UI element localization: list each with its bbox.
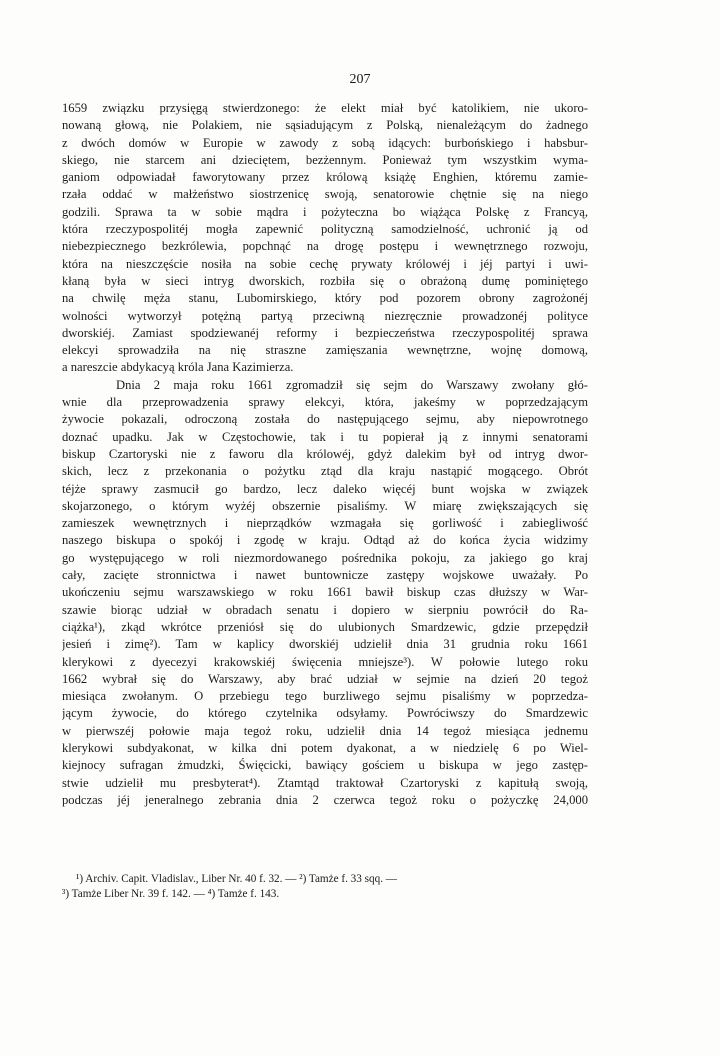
text-line: doznać upadku. Jak w Częstochowie, tak i tu popierał ją z innymi senatorami bbox=[62, 429, 588, 444]
text-line: stwie udzielił mu presbyterat⁴). Ztamtąd traktował Czartoryski z kapitułą swoją, bbox=[62, 775, 588, 790]
text-line: ciążka¹), zkąd wkrótce przeniósł się do ulubionych Smardzewic, gdzie przepędził bbox=[62, 619, 588, 634]
footnote-line: ³) Tamże Liber Nr. 39 f. 142. — ⁴) Tamże f. 143. bbox=[62, 888, 280, 900]
text-line: żywocie pokazali, odroczoną została do następującego sejmu, aby niepowrotnego bbox=[62, 412, 588, 427]
page-number: 207 bbox=[349, 72, 371, 87]
text-line: cały, zacięte stronnictwa i nawet buntownicze zastępy wojskowe uważały. Po bbox=[62, 568, 588, 583]
body-text bbox=[62, 100, 588, 809]
text-line: 1662 wybrał się do Warszawy, aby brać udział w sejmie na dzień 20 tegoż bbox=[62, 671, 588, 686]
text-line: kiejnocy sufragan żmudzki, Święcicki, bawiący gościem u biskupa w jego zastęp- bbox=[62, 758, 588, 773]
text-line: kłaną była w sieci intryg dworskich, rozbiła się o obrażoną dumę pominiętego bbox=[62, 273, 588, 288]
text-line: biskup Czartoryski nie z faworu dla królowéj, gdyż dalekim był od intryg dwor- bbox=[62, 446, 588, 461]
text-line: podczas jéj jeneralnego zebrania dnia 2 czerwca tegoż roku o pożyczkę 24,000 bbox=[62, 792, 588, 807]
text-line: na chwilę męża stanu, Lubomirskiego, który pod pozorem obrony zagrożonéj bbox=[62, 291, 588, 306]
text-line: wnie dla przeprowadzenia sprawy elekcyi, która, jakeśmy w poprzedzającym bbox=[62, 395, 588, 410]
text-line: naszego biskupa o spokój i zgodę w kraju. Odtąd aż do końca życia widzimy bbox=[62, 533, 588, 548]
text-line: jącym żywocie, do którego czytelnika odsyłamy. Powróciwszy do Smardzewic bbox=[62, 706, 588, 721]
footnote-line: ¹) Archiv. Capit. Vladislav., Liber Nr. 40 f. 32. — ²) Tamże f. 33 sqq. — bbox=[76, 873, 397, 885]
text-line: w pierwszéj połowie maja tegoż roku, udzielił dnia 14 tegoż miesiąca jednemu bbox=[62, 723, 588, 738]
text-line: klerykowi subdyakonat, w kilka dni potem dyakonat, a w niedzielę 6 po Wiel- bbox=[62, 740, 588, 755]
text-line: rzała oddać w małżeństwo siostrzenicę swoją, senatorowie chętnie się na niego bbox=[62, 187, 588, 202]
text-line: wolności wytworzył potężną partyą przeciwną niezręcznie prowadzonéj polityce bbox=[62, 308, 588, 323]
text-line: a nareszcie abdykacyą króla Jana Kazimierza. bbox=[62, 360, 294, 375]
text-line: niebezpiecznego bezkrólewia, popchnąć na drogę postępu i wewnętrznego rozwoju, bbox=[62, 239, 588, 254]
text-line: dworskiéj. Zamiast spodziewanéj reformy i bezpieczeństwa rzeczypospolitéj sprawa bbox=[62, 325, 588, 340]
text-line: go występującego w roli niezmordowanego pośrednika pokoju, za jakiego go kraj bbox=[62, 550, 588, 565]
text-line: skojarzonego, o którym wyżéj obszernie pisaliśmy. W miarę zwiększających się bbox=[62, 498, 588, 513]
text-line: 1659 związku przysięgą stwierdzonego: że elekt miał być katolikiem, nie ukoro- bbox=[62, 101, 588, 115]
text-line: skich, lecz z przekonania o pożytku ztąd dla kraju nastąpić mogącego. Obrót bbox=[62, 464, 588, 479]
text-line: która na nieszczęście nosiła na sobie cechę prywaty królowéj i jéj partyi i uwi- bbox=[62, 256, 588, 271]
text-line: która rzeczypospolitéj mogła zapewnić polityczną samodzielność, uchronić ją od bbox=[62, 222, 588, 237]
text-line: miesiąca zwołanym. O przebiegu tego burzliwego sejmu pisaliśmy w poprzedza- bbox=[62, 689, 588, 704]
text-line: ukończeniu sejmu warszawskiego w roku 1661 bawił biskup czas dłuższy w War- bbox=[62, 585, 588, 600]
text-line: skiego, nie starcem ani dzieciętem, bezżennym. Ponieważ tym wszystkim wyma- bbox=[62, 152, 588, 167]
paragraph-start-line: Dnia 2 maja roku 1661 zgromadził się sejm do Warszawy zwołany głó- bbox=[116, 377, 588, 392]
text-line: elekcyi sprowadziła na nię straszne zamięszania wewnętrzne, wojnę domową, bbox=[62, 343, 588, 358]
footnotes bbox=[62, 872, 588, 902]
text-line: godzili. Sprawa ta w sobie mądra i pożyteczna bo wiążąca Polskę z Francyą, bbox=[62, 204, 588, 219]
text-line: téjże sprawy zasmucił go bardzo, lecz daleko więcéj bunt wojska w związek bbox=[62, 481, 588, 496]
text-line: zamieszek wewnętrznych i nieprządków wzmagała się gorliwość i zabiegliwość bbox=[62, 516, 588, 531]
text-line: jesień i zimę²). Tam w kaplicy dworskiéj udzielił dnia 31 grudnia roku 1661 bbox=[62, 637, 588, 652]
text-line: nowaną głową, nie Polakiem, nie sąsiadującym z Polską, nienależącym do żadnego bbox=[62, 118, 588, 133]
text-line: ganiom odpowiadał faworytowany przez królową książę Enghien, któremu zamie- bbox=[62, 170, 588, 185]
text-line: z dwóch domów w Europie w zawody z sobą idących: burbońskiego i habsbur- bbox=[62, 135, 588, 150]
text-line: szawie biorąc udział w obradach senatu i dopiero w sierpniu powrócił do Ra- bbox=[62, 602, 588, 617]
text-line: klerykowi z dyecezyi krakowskiéj święcenia mniejsze³). W połowie lutego roku bbox=[62, 654, 588, 669]
